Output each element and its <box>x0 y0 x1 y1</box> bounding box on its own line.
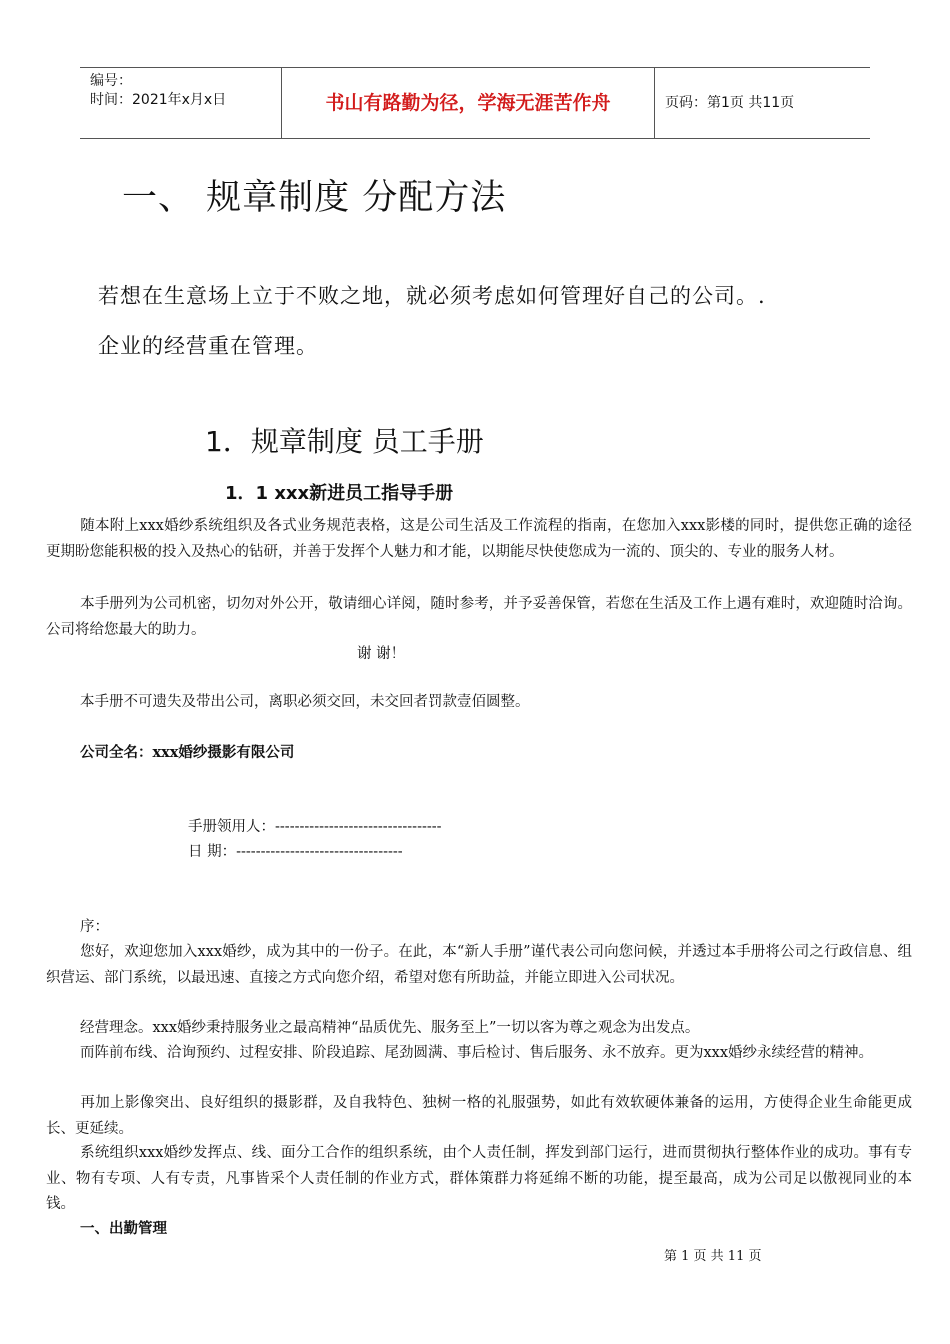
date-field: 日 期：---------------------------------- <box>188 844 403 860</box>
paragraph-photography <box>46 1091 912 1142</box>
thanks-text: 谢 谢！ <box>357 646 406 662</box>
header-meta <box>80 68 282 138</box>
paragraph-philosophy <box>46 1016 912 1042</box>
paragraph-text: 而阵前布线、洽询预约、过程安排、阶段追踪、尾劲圆满、事后检讨、售后服务、永不放弃。更为xxx婚纱永续经营的精神。 <box>80 1045 874 1061</box>
paragraph-text: 再加上影像突出、良好组织的摄影群，及自我特色、独树一格的礼服强势，如此有效软硬体兼备的运用，方使得企业生命能更成长、更延续。 <box>46 1095 912 1137</box>
attendance-heading: 一、出勤管理 <box>80 1220 167 1237</box>
subsection-heading: 1．1 xxx新进员工指导手册 <box>225 483 454 504</box>
paragraph-text: 本手册列为公司机密，切勿对外公开，敬请细心详阅，随时参考，并予妥善保管，若您在生活及工作上遇有难时，欢迎随时洽询。公司将给您最大的助力。 <box>46 596 912 638</box>
company-name: 公司全名：xxx婚纱摄影有限公司 <box>80 744 295 761</box>
page-header <box>80 67 870 139</box>
paragraph-spirit <box>46 1041 912 1067</box>
paragraph-confidential <box>46 592 912 643</box>
document-date-label: 时间：2021年x月x日 <box>90 92 227 108</box>
header-motto: 书山有路勤为径，学海无涯苦作舟 <box>282 68 655 138</box>
recipient-field: 手册领用人：---------------------------------- <box>188 819 442 835</box>
preface-label: 序： <box>80 919 109 935</box>
header-page-number: 页码：第1页 共11页 <box>665 95 795 111</box>
intro-line-1: 若想在生意场上立于不败之地，就必须考虑如何管理好自己的公司。. <box>98 284 766 308</box>
paragraph-organization <box>46 1141 912 1218</box>
paragraph-text: 经营理念。xxx婚纱秉持服务业之最高精神“品质优先、服务至上”一切以客为尊之观念为出发点。 <box>80 1020 700 1036</box>
paragraph-welcome <box>46 940 912 991</box>
section-heading: 1．规章制度 员工手册 <box>205 425 484 458</box>
chapter-title: 一、 规章制度 分配方法 <box>122 178 507 218</box>
intro-line-2: 企业的经营重在管理。 <box>98 334 318 358</box>
paragraph-text: 您好，欢迎您加入xxx婚纱，成为其中的一份子。在此，本“新人手册”谨代表公司向您问候，并透过本手册将公司之行政信息、组织营运、部门系统，以最迅速、直接之方式向您介绍，希望对您有所助益，并能立即进入公司状况。 <box>46 944 912 986</box>
paragraph-text: 系统组织xxx婚纱发挥点、线、面分工合作的组织系统，由个人责任制，挥发到部门运行，进而贯彻执行整体作业的成功。事有专业、物有专项、人有专责，凡事皆采个人责任制的作业方式，群体策群力将延绵不断的功能，提至最高，成为公司足以傲视同业的本钱。 <box>46 1145 912 1212</box>
return-notice: 本手册不可遗失及带出公司，离职必须交回，未交回者罚款壹佰圆整。 <box>80 694 530 710</box>
paragraph-text: 随本附上xxx婚纱系统组织及各式业务规范表格，这是公司生活及工作流程的指南，在您加入xxx影楼的同时，提供您正确的途径更期盼您能积极的投入及热心的钻研，并善于发挥个人魅力和才能，以期能尽快使您成为一流的、顶尖的、专业的服务人材。 <box>46 518 912 560</box>
document-number-label: 编号： <box>90 73 132 89</box>
paragraph-intro <box>46 514 912 565</box>
page-footer: 第 1 页 共 11 页 <box>664 1249 762 1264</box>
